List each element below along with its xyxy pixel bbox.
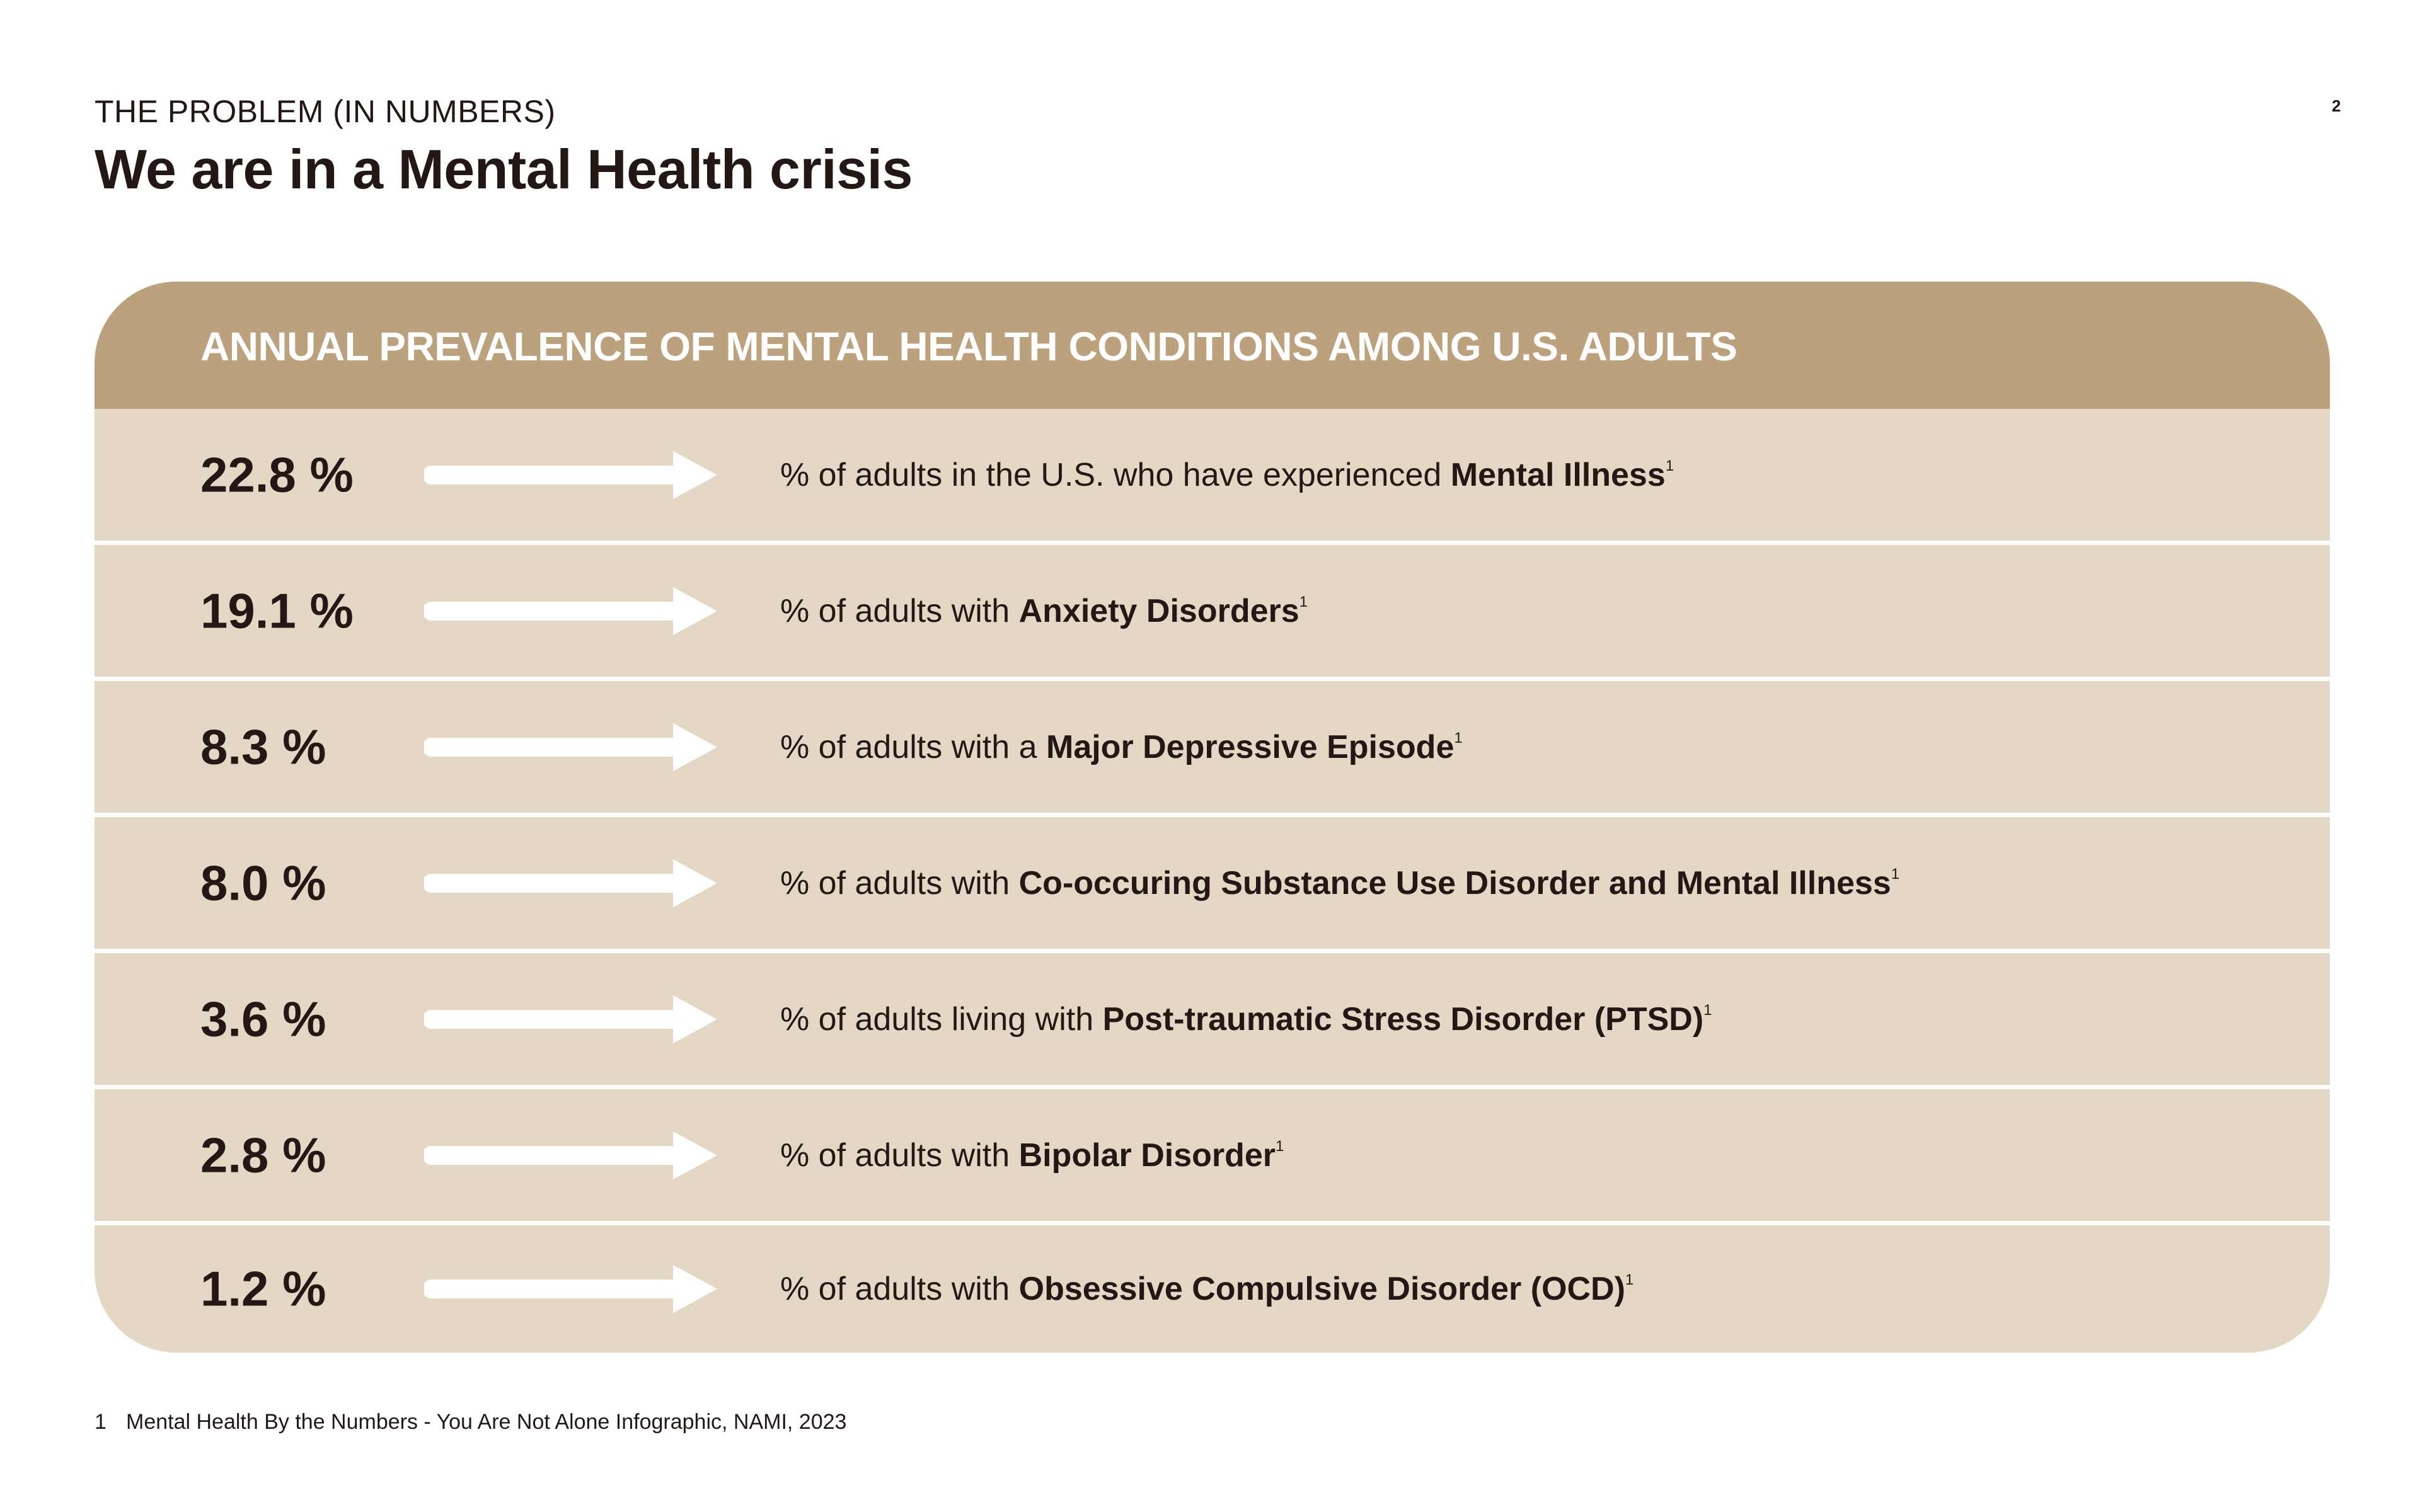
- row-value: 8.0 %: [200, 855, 326, 910]
- table-row: [95, 1089, 2330, 1221]
- arrow-right-icon: [424, 722, 717, 772]
- row-label: [780, 728, 1463, 766]
- arrow-right-icon: [424, 450, 717, 500]
- row-label: [780, 592, 1308, 630]
- arrow-right-icon: [424, 586, 717, 636]
- arrow-right-icon: [424, 1130, 717, 1181]
- footnote: [95, 1410, 846, 1435]
- table-header-text: ANNUAL PREVALENCE OF MENTAL HEALTH CONDITIONS AMONG U.S. ADULTS: [200, 324, 1737, 369]
- slide-eyebrow: THE PROBLEM (IN NUMBERS): [95, 94, 556, 129]
- row-value: 22.8 %: [200, 447, 354, 502]
- footnote-ref: 1: [1299, 593, 1308, 610]
- row-label-prefix: % of adults living with: [780, 1000, 1103, 1038]
- row-label-prefix: % of adults with a: [780, 728, 1046, 765]
- table-row: [95, 545, 2330, 677]
- arrow-right-icon: [424, 1264, 717, 1314]
- row-label-emphasis: Obsessive Compulsive Disorder (OCD): [1018, 1271, 1625, 1307]
- page-title: We are in a Mental Health crisis: [95, 138, 913, 200]
- table-row: [95, 409, 2330, 541]
- row-label: [780, 456, 1674, 494]
- footnote-ref: 1: [1454, 729, 1463, 747]
- table-row: [95, 817, 2330, 949]
- row-label-prefix: % of adults with: [780, 1271, 1019, 1307]
- arrow-right-icon: [424, 858, 717, 908]
- table-row: [95, 1225, 2330, 1353]
- row-label-emphasis: Mental Illness: [1450, 456, 1666, 493]
- row-value: 3.6 %: [200, 991, 326, 1046]
- row-label-emphasis: Post-traumatic Stress Disorder (PTSD): [1102, 1000, 1704, 1038]
- footnote-ref: 1: [1276, 1137, 1284, 1155]
- footnote-text: Mental Health By the Numbers - You Are Not Alone Infographic, NAMI, 2023: [126, 1410, 847, 1434]
- row-label-emphasis: Bipolar Disorder: [1018, 1137, 1276, 1174]
- prevalence-table: [95, 282, 2330, 1353]
- page-number: 2: [2332, 96, 2341, 115]
- row-label-prefix: % of adults with: [780, 1137, 1019, 1174]
- footnote-ref: 1: [1625, 1271, 1634, 1288]
- row-label-prefix: % of adults in the U.S. who have experienced: [780, 456, 1451, 493]
- row-label-emphasis: Anxiety Disorders: [1018, 592, 1299, 629]
- row-label: [780, 864, 1899, 902]
- row-label: [780, 1000, 1712, 1038]
- row-value: 1.2 %: [200, 1261, 326, 1317]
- row-label-emphasis: Major Depressive Episode: [1046, 728, 1455, 765]
- table-row: [95, 681, 2330, 813]
- row-label-prefix: % of adults with: [780, 592, 1019, 629]
- row-value: 2.8 %: [200, 1127, 326, 1183]
- arrow-right-icon: [424, 994, 717, 1045]
- footnote-ref: 1: [1703, 1001, 1712, 1019]
- row-value: 19.1 %: [200, 583, 354, 638]
- footnote-ref: 1: [1891, 865, 1900, 883]
- footnote-ref: 1: [1665, 457, 1674, 474]
- table-row: [95, 953, 2330, 1085]
- row-label-emphasis: Co-occuring Substance Use Disorder and Mental Illness: [1018, 864, 1891, 902]
- row-label: [780, 1137, 1284, 1174]
- footnote-number: 1: [95, 1410, 107, 1434]
- row-value: 8.3 %: [200, 719, 326, 774]
- row-label-prefix: % of adults with: [780, 864, 1019, 902]
- row-label: [780, 1270, 1634, 1308]
- table-header: [95, 282, 2330, 409]
